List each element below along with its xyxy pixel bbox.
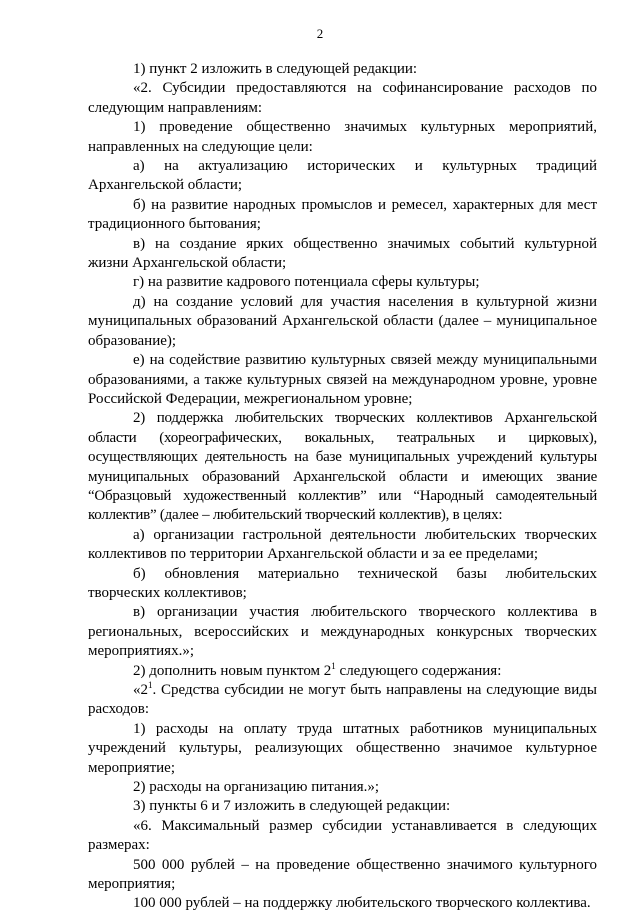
paragraph-amount-event: 500 000 рублей – на проведение общественно значимого культурного мероприятия; [88,856,597,893]
paragraph-goal-a: а) на актуализацию исторических и культурных традиций Архангельской области; [88,158,597,194]
clause-2-1-text-end: . Средства субсидии не могут быть направлены на следующие виды расходов: [88,682,597,718]
item-2-superscript: 1 [331,660,336,671]
paragraph-subsidy-directions: «2. Субсидии предоставляются на софинансирование расходов по следующим направлениям: [88,80,597,116]
paragraph-goal-e: е) на содействие развитию культурных связей между муниципальными образованиями, а также культурных связей на международном уровне, уровне Российской Федерации, межрегиональном уровне; [88,352,597,407]
paragraph-item-1: 1) пункт 2 изложить в следующей редакции: [133,61,418,77]
clause-2-1-superscript: 1 [148,680,153,690]
document-body [88,60,597,914]
paragraph-expense-1: 1) расходы на оплату труда штатных работников муниципальных учреждений культуры, реализующих общественно значимое культурное мероприятие; [88,720,597,776]
paragraph-item-3: 3) пункты 6 и 7 изложить в следующей редакции: [133,798,451,815]
paragraph-goal-v: в) на создание ярких общественно значимых событий культурной жизни Архангельской области; [88,235,597,272]
paragraph-goal-g: г) на развитие кадрового потенциала сферы культуры; [133,274,480,291]
paragraph-item-2 [88,662,597,681]
paragraph-amount-collective: 100 000 рублей – на поддержку любительского творческого коллектива. [133,895,591,912]
paragraph-expense-2: 2) расходы на организацию питания.»; [133,779,380,796]
item-2-text-start: 2) дополнить новым пунктом 2 [133,662,332,679]
paragraph-clause-2-1 [88,681,597,720]
paragraph-aim-a: а) организации гастрольной деятельности любительских творческих коллективов по территории Архангельской области и за ее пределами; [88,526,597,563]
paragraph-direction-1: 1) проведение общественно значимых культурных мероприятий, направленных на следующие цели: [88,119,597,155]
paragraph-clause-6: «6. Максимальный размер субсидии устанавливается в следующих размерах: [88,817,597,854]
item-2-text-end: следующего содержания: [335,662,502,679]
paragraph-goal-d: д) на создание условий для участия населения в культурной жизни муниципальных образований Архангельской области (далее – муниципальное образование); [88,293,597,349]
paragraph-aim-b: б) обновления материально технической базы любительских творческих коллективов; [88,565,597,601]
paragraph-direction-2: 2) поддержка любительских творческих коллективов Архангельской области (хореографических, вокальных, театральных и цирковых), осуществляющих деятельность на базе муниципальных учреждений культуры муниципальных образований Архангельской области и имеющих звание “Образцовый художественный коллектив” или “Народный самодеятельный коллектив” (далее – любительский творческий коллектив), в целях: [88,410,597,524]
paragraph-aim-v: в) организации участия любительского творческого коллектива в региональных, всероссийских и международных конкурсных творческих мероприятиях.»; [88,604,597,660]
paragraph-goal-b: б) на развитие народных промыслов и ремесел, характерных для мест традиционного бытования; [88,196,597,233]
page-number: 2 [316,26,324,41]
clause-2-1-text-start: «2 [133,682,148,698]
